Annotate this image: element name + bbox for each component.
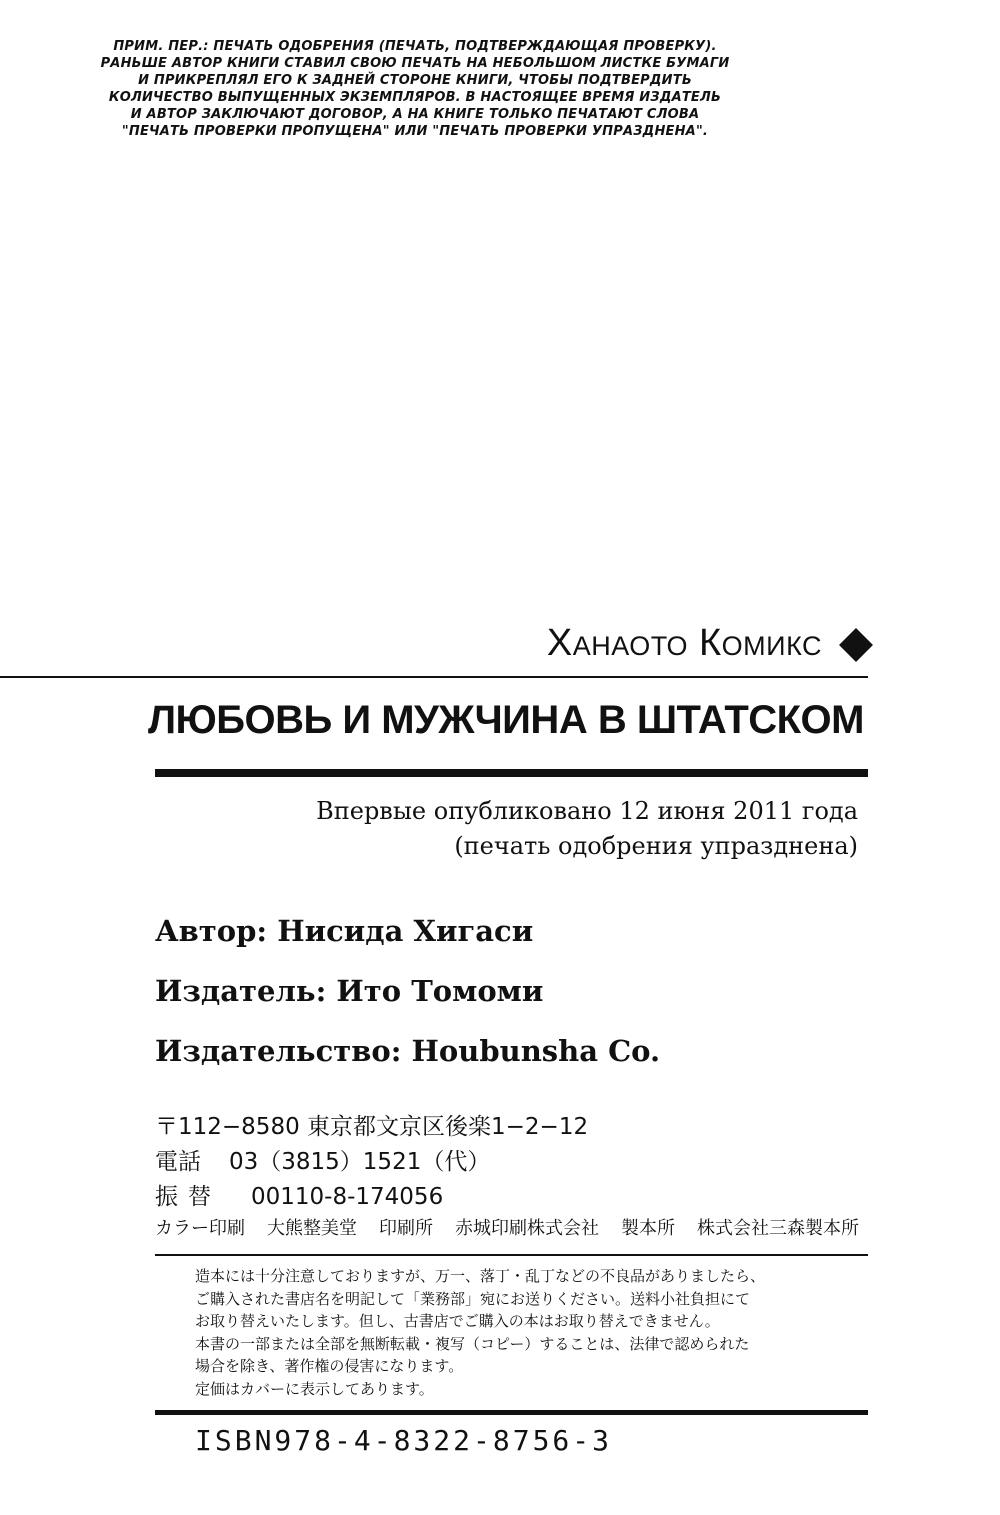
publishing-house-label: Издательство: (155, 1034, 402, 1068)
diamond-icon (839, 628, 873, 662)
divider (0, 676, 868, 678)
author-credit (155, 914, 533, 948)
translator-note-line: РАНЬШЕ АВТОР КНИГИ СТАВИЛ СВОЮ ПЕЧАТЬ НА НЕБОЛЬШОМ ЛИСТКЕ БУМАГИ (100, 56, 730, 71)
divider-thick (155, 1410, 868, 1415)
publisher-address-block (155, 1110, 588, 1215)
postal-address-text: 〒112−8580 東京都文京区後楽1−2−12 (155, 1114, 589, 1140)
notice-line: 本書の一部または全部を無断転載・複写（コピー）することは、法律で認められた (195, 1334, 750, 1353)
postal-address (155, 1110, 588, 1145)
series-name (547, 622, 868, 665)
divider (155, 1254, 868, 1256)
publisher-name: Ито Томоми (336, 974, 544, 1008)
author-label: Автор: (155, 914, 268, 948)
notice-line: 造本には十分注意しておりますが、万一、落丁・乱丁などの不良品がありましたら、 (195, 1267, 766, 1285)
phone-label: 電話 (155, 1149, 201, 1175)
phone-number: 03（3815）1521（代） (229, 1149, 491, 1175)
translator-note-line: "ПЕЧАТЬ ПРОВЕРКИ ПРОПУЩЕНА" ИЛИ "ПЕЧАТЬ ПРОВЕРКИ УПРАЗДНЕНА". (121, 124, 709, 139)
binder: 株式会社三森製本所 (697, 1218, 859, 1239)
translator-note-line: ПРИМ. ПЕР.: ПЕЧАТЬ ОДОБРЕНИЯ (ПЕЧАТЬ, ПОДТВЕРЖДАЮЩАЯ ПРОВЕРКУ). (113, 39, 717, 54)
series-label: Ханаото Комикс (546, 622, 822, 664)
phone-row (155, 1145, 588, 1180)
notice-line: 定価はカバーに表示してあります。 (195, 1379, 434, 1398)
color-print-label: カラー印刷 (155, 1218, 245, 1239)
isbn: ISBN978-4-8322-8756-3 (195, 1424, 613, 1457)
notice-line: ご購入された書店名を明記して「業務部」宛にお送りください。送料小社負担にて (195, 1289, 751, 1308)
publication-date: Впервые опубликовано 12 июня 2011 года (316, 797, 858, 825)
publishing-house-name: Houbunsha Co. (411, 1034, 661, 1068)
translator-note-line: КОЛИЧЕСТВО ВЫПУЩЕННЫХ ЭКЗЕМПЛЯРОВ. В НАСТОЯЩЕЕ ВРЕМЯ ИЗДАТЕЛЬ (108, 90, 722, 105)
publisher-label: Издатель: (155, 974, 327, 1008)
approval-stamp-note: (печать одобрения упразднена) (454, 832, 858, 860)
legal-notice (195, 1265, 765, 1400)
translator-note-line: И ПРИКРЕПЛЯЛ ЕГО К ЗАДНЕЙ СТОРОНЕ КНИГИ, ЧТОБЫ ПОДТВЕРДИТЬ (138, 73, 692, 88)
publication-info (316, 794, 858, 864)
notice-line: 場合を除き、著作権の侵害になります。 (195, 1357, 464, 1375)
divider-thick (155, 769, 868, 777)
publisher-credit (155, 974, 543, 1008)
printer: 赤城印刷株式会社 (455, 1218, 599, 1239)
print-label: 印刷所 (379, 1218, 433, 1239)
author-name: Нисида Хигаси (277, 914, 534, 948)
translator-note (30, 38, 800, 140)
transfer-label: 振替 (155, 1184, 221, 1210)
printing-credits (155, 1214, 859, 1240)
transfer-row (155, 1180, 588, 1215)
color-printer: 大熊整美堂 (267, 1218, 357, 1239)
binding-label: 製本所 (621, 1218, 675, 1239)
translator-note-line: И АВТОР ЗАКЛЮЧАЮТ ДОГОВОР, А НА КНИГЕ ТОЛЬКО ПЕЧАТАЮТ СЛОВА (130, 107, 700, 122)
notice-line: お取り替えいたします。但し、古書店でご購入の本はお取り替えできません。 (195, 1312, 720, 1330)
publishing-house-credit (155, 1034, 660, 1068)
transfer-number: 00110-8-174056 (251, 1184, 444, 1210)
book-title: ЛЮБОВЬ И МУЖЧИНА В ШТАТСКОМ (147, 698, 864, 742)
